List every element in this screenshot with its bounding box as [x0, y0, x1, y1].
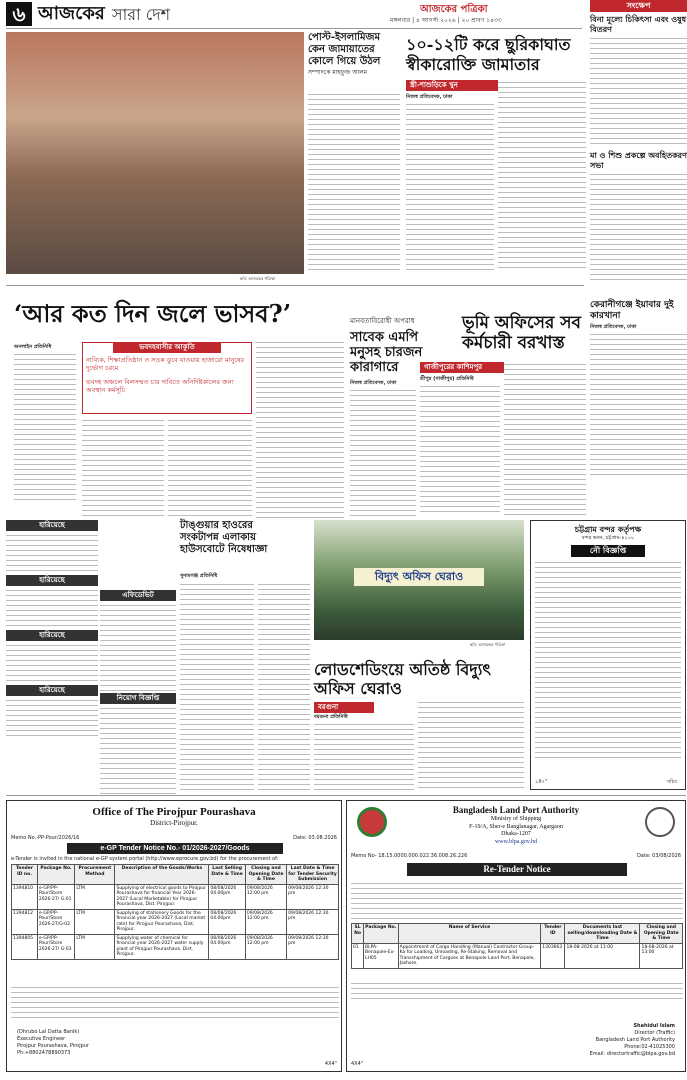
pirojpur-row [12, 909, 339, 934]
blpa-logo-icon [645, 807, 675, 837]
pirojpur-col-header: Description of the Goods/Works [115, 865, 209, 885]
callout-item: ভবদহ অঞ্চলে বিলসম্মত চার দাবিতে অনির্দিষ্টকালের জন্য অবস্থান কর্মসূচি [86, 378, 234, 394]
main-callout [82, 342, 252, 414]
land-office-label: গাজীপুরের কাশিমপুর [420, 362, 512, 373]
pirojpur-office: Office of The Pirojpur Pourashava [92, 806, 256, 818]
port-sign: সচিব [666, 778, 677, 785]
classified-text [6, 643, 98, 683]
land-port-title: Re-Tender Notice [407, 863, 627, 876]
tanguar-byline: সুনামগঞ্জ প্রতিনিধি [180, 573, 218, 579]
power-headline: লোডশেডিংয়ে অতিষ্ঠ বিদ্যুৎ অফিস ঘেরাও [314, 660, 491, 698]
classified-text [6, 588, 98, 628]
pirojpur-sign-name: (Dhrubo Lal Datta Banik) [17, 1029, 80, 1035]
pirojpur-district: District-Pirojpur. [150, 819, 198, 827]
mp-body [350, 388, 416, 516]
land-port-col-header: Documents last selling/downloading Date & Time [565, 924, 640, 944]
land-port-col-header: SL No [352, 924, 364, 944]
classified-text [100, 603, 176, 691]
pirojpur-col-header: Package No. [37, 865, 74, 885]
stabbing-body-col1 [406, 102, 494, 272]
mid-rule [6, 285, 584, 286]
page-number: ৬ [6, 2, 32, 26]
sidebar-item-body [590, 172, 687, 280]
port-org: চট্টগ্রাম বন্দর কর্তৃপক্ষ [574, 525, 642, 534]
pirojpur-col-header: Last Selling Date & Time [209, 865, 246, 885]
port-code: ২X৭" [535, 778, 548, 785]
pirojpur-cell: e-GP/PP-Pour/Store 2026-27/ G-01 [37, 884, 74, 909]
stabbing-byline: নিজস্ব প্রতিবেদক, ঢাকা [406, 94, 453, 100]
sidebar-item-body [590, 36, 687, 146]
port-title: নৌ বিজ্ঞপ্তি [571, 545, 645, 557]
pirojpur-cell: 08/08/2026 04.00pm [209, 884, 246, 909]
pirojpur-col-header: Tender ID no. [12, 865, 38, 885]
land-port-cell: 01 [352, 943, 364, 968]
land-port-intro [351, 881, 683, 919]
stabbing-headline: ১০-১২টি করে ছুরিকাঘাত স্বীকারোক্তি জামাতার [406, 35, 571, 74]
photo-credit: ছবি: আজকের পত্রিকা [240, 276, 276, 281]
pirojpur-cell: LTM [75, 934, 115, 959]
pirojpur-cell: Supplying of stationery Goods for the financial year 2026-2027 (Local market rate) for Pirojpur Pourashava, Dist. Pirojpur. [115, 909, 209, 934]
stabbing-body-col2 [498, 80, 586, 272]
classifieds-2 [100, 590, 176, 790]
pirojpur-cell: 09/08/2026 12:30 pm [287, 884, 339, 909]
land-port-col-header: Package No. [364, 924, 399, 944]
land-port-city: Dhaka-1207 [501, 831, 531, 837]
power-body-col2 [418, 700, 524, 790]
protest-photo [6, 32, 304, 274]
main-byline: অনলাইন প্রতিনিধি [14, 344, 52, 350]
power-photo-credit: ছবি: আজকের পত্রিকা [470, 642, 506, 647]
protest-banner: বিদ্যুৎ অফিস ঘেরাও [354, 568, 484, 586]
pirojpur-sign-title: Executive Engineer [17, 1036, 66, 1042]
pirojpur-terms [11, 985, 339, 1019]
pirojpur-cell: LTM [75, 884, 115, 909]
sidebar-item-title: বিনা মূল্যে চিকিৎসা এবং ওষুধ বিতরণ [590, 14, 687, 34]
post-islamism-body [308, 92, 400, 270]
story-byline: সম্পাদকে মাহফুজ আলম [308, 69, 368, 76]
land-port-sign-org: Bangladesh Land Port Authority [595, 1037, 675, 1043]
main-body-col2 [82, 418, 164, 518]
pirojpur-code: 4X4" [324, 1060, 337, 1067]
stabbing-label: স্ত্রী-শাশুড়িকে খুন [406, 80, 504, 91]
tanguar-headline: টাঙ্গুয়ার হাওরের সংকটাপন্ন এলাকায় হাউসবোটে নিষেধাজ্ঞা [180, 520, 268, 555]
land-port-col-header: Closing and Opening Date & Time [640, 924, 683, 944]
pirojpur-cell: e-GP/PP-Pour/Store 2026-27/ G-03 [37, 934, 74, 959]
land-port-table [351, 923, 683, 969]
pirojpur-intro: e-Tender is invited in the national e-GP system portal (http://www.eprocure.gov.bd) for the procurement of: [11, 856, 279, 862]
land-port-code: 4X4" [351, 1060, 364, 1067]
land-port-sign-email: Email: directortraffic@blpa.gov.bd [589, 1051, 675, 1057]
pirojpur-cell: 09/08/2026 12:00 pm [245, 884, 286, 909]
header-rule [6, 28, 582, 29]
classified-heading: হারিয়েছে [6, 630, 98, 641]
pirojpur-sign-phone: Ph:+8802478890373 [17, 1050, 71, 1056]
sidebar-item-title: মা ও শিশু প্রকল্পে অবহিতকরণ সভা [590, 150, 687, 170]
classified-heading: এফিডেভিট [100, 590, 176, 601]
land-port-sign-phone: Phone:02-41025300 [624, 1044, 675, 1050]
land-port-cell: 18-08-2026 at 13:00 [640, 943, 683, 968]
story-kicker: পোস্ট-ইসলামিজম [308, 32, 381, 43]
land-port-notice [346, 800, 686, 1072]
power-byline: বরগুনা প্রতিনিধি [314, 714, 348, 720]
callout-item: নাব্যিক, শিক্ষাপ্রতিষ্ঠান ও সড়ক ডুবে যাওয়ায় হাজারো মানুষের দুর্ভোগ চরমে [86, 356, 245, 372]
pirojpur-table [11, 864, 339, 960]
land-port-cell: BLPA-Benapole-Ex-LH05 [364, 943, 399, 968]
port-notice [530, 520, 686, 790]
classified-heading: হারিয়েছে [6, 575, 98, 586]
classified-text [6, 533, 98, 573]
land-port-terms [351, 981, 683, 1001]
classified-text [6, 698, 98, 738]
keraniganj-body [590, 332, 687, 477]
pirojpur-cell: 1394805 [12, 934, 38, 959]
classified-heading: নিয়োগ বিজ্ঞপ্তি [100, 693, 176, 704]
land-port-cell: 1303663 [541, 943, 565, 968]
pirojpur-notice [6, 800, 342, 1072]
pirojpur-cell: Supplying of electrical goods to Pirojpur Pourashava for financial Year 2026-2027 (Local Marketable) for Pirojpur Pourashava, Dist. Pirojpur. [115, 884, 209, 909]
page-header [0, 0, 350, 28]
land-port-memo: Memo No- 18.15.0000.000.022.36.008.26.226 [351, 853, 468, 859]
pirojpur-row [12, 934, 339, 959]
bottom-rule [6, 795, 686, 796]
pirojpur-cell: 09/08/2026 12:30 pm [287, 909, 339, 934]
land-port-date: Date: 03/08/2026 [636, 853, 681, 859]
land-port-sign-title: Director (Traffic) [634, 1030, 675, 1036]
power-body-col1 [314, 722, 414, 790]
land-port-org: Bangladesh Land Port Authority [452, 805, 580, 815]
callout-title: ভবদহবাসীর আকুতি [113, 342, 221, 353]
paper-name: আজকের পত্রিকা [420, 4, 488, 15]
land-port-col-header: Tender ID [541, 924, 565, 944]
land-port-col-header: Name of Service [398, 924, 541, 944]
pirojpur-cell: 08/08/2026 04.00pm [209, 909, 246, 934]
pirojpur-col-header: Closing and Opening Date & Time [245, 865, 286, 885]
bangladesh-emblem-icon [357, 807, 387, 837]
sidebar-label: সংক্ষেপ [590, 0, 687, 12]
main-body-col3 [168, 418, 252, 518]
power-office-photo [314, 520, 524, 640]
pirojpur-cell: 09/08/2026 12:30 pm [287, 934, 339, 959]
post-islamism-story [308, 32, 400, 77]
keraniganj-byline: নিজস্ব প্রতিবেদক, ঢাকা [590, 324, 637, 330]
mp-headline: সাবেক এমপি মনুসহ চারজন কারাগারে [350, 330, 423, 375]
port-body [535, 560, 681, 760]
classified-text [100, 706, 176, 794]
main-body-col4 [256, 340, 344, 518]
pirojpur-cell: Supplying water of chemical for financial year 2026-2027 water supply plant of Pirojpur Pourashava. Dist. Pirojpur. [115, 934, 209, 959]
main-body-col1 [14, 352, 76, 502]
pirojpur-sign-org: Pirojpur Pourashava, Pirojpur [17, 1043, 89, 1049]
tanguar-body-col2 [258, 582, 310, 790]
land-port-cell: Appointment of Cargo Handling (Manual) Contractor Group-Ka for Loading, Unloading, Re-Staking, Removal and Transshipment of Cargoes at Benapole Land Port, Benapole, Jashore. [398, 943, 541, 968]
mp-kicker: মানবতাবিরোধী অপরাধ [350, 317, 415, 325]
keraniganj-headline: কেরানীগঞ্জে ইয়াবার দুই কারখানা [590, 300, 674, 321]
land-port-ministry: Ministry of Shipping [490, 816, 542, 822]
pirojpur-col-header: Last Date & Time for Tender Security Submission [288, 866, 337, 882]
classifieds [6, 520, 98, 790]
tanguar-body-col1 [180, 582, 254, 790]
pirojpur-cell: e-GP/PP-Pour/Store 2026-27/G-02 [37, 909, 74, 934]
land-office-body-col1 [420, 384, 500, 516]
pirojpur-row [12, 884, 339, 909]
land-office-headline: ভূমি অফিসের সব কর্মচারী বরখাস্ত [462, 313, 581, 353]
section-name: সারা দেশ [112, 5, 171, 24]
pirojpur-memo: Memo No.-PP-Pour/2026/16 [11, 835, 80, 841]
pirojpur-cell: 09/08/2026 12:00 pm [245, 909, 286, 934]
dateline: মঙ্গলবার | ৪ আগস্ট ২০২৬ | ২০ শ্রাবণ ১৪৩৩ [390, 17, 502, 24]
pirojpur-date: Date: 03.08.2026 [293, 835, 337, 841]
land-office-body-col2 [504, 362, 586, 516]
land-port-sign-name: Shahidul Islam [633, 1023, 675, 1029]
pirojpur-cell: 08/08/2026 04.00pm [209, 934, 246, 959]
classified-heading: হারিয়েছে [6, 520, 98, 531]
port-address: বন্দর ভবন, চট্টগ্রাম-৪১০০ [581, 535, 635, 541]
pirojpur-cell: LTM [75, 909, 115, 934]
pirojpur-col-header: Procurement Method [75, 865, 115, 885]
pirojpur-cell: 1394812 [12, 909, 38, 934]
pirojpur-cell: 1394810 [12, 884, 38, 909]
main-headline: ‘আর কত দিন জলে ভাসব?’ [14, 299, 292, 328]
land-port-web: www.blpa.gov.bd [494, 838, 538, 845]
pirojpur-cell: 09/08/2026 12:00 pm [245, 934, 286, 959]
mp-byline: নিজস্ব প্রতিবেদক, ঢাকা [350, 380, 397, 386]
power-label: বরগুনা [314, 702, 374, 713]
classified-heading: হারিয়েছে [6, 685, 98, 696]
land-port-address: F-19/A, Sher-e Banglanagar, Agargaon [469, 823, 563, 830]
pirojpur-tender-title: e-GP Tender Notice No.- 01/2026-2027/Goods [67, 843, 283, 854]
story-title: কেন জামায়াতের কোলে গিয়ে উঠল [308, 44, 381, 67]
land-port-cell: 18-08-2026 at 11:00 [565, 943, 640, 968]
land-office-byline: শ্রীপুর (গাজীপুর) প্রতিনিধি [420, 376, 474, 382]
land-port-row [352, 943, 683, 968]
section-brand: আজকের [38, 3, 105, 24]
